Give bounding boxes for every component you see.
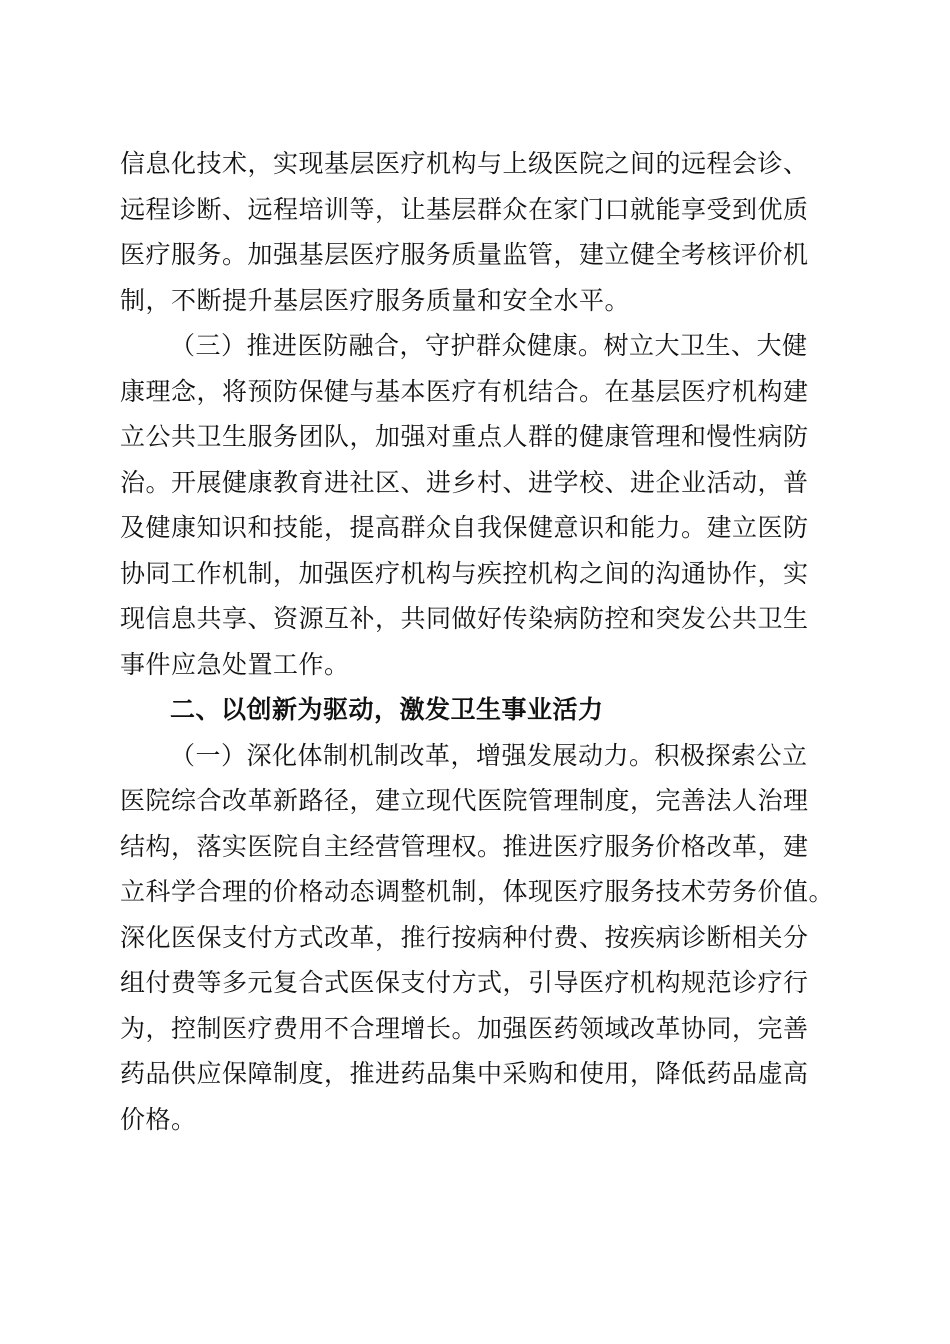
paragraph-line: 制，不断提升基层医疗服务质量和安全水平。 bbox=[120, 285, 631, 315]
paragraph-line: 远程诊断、远程培训等，让基层群众在家门口就能享受到优质 bbox=[120, 194, 809, 224]
paragraph-line: 立科学合理的价格动态调整机制，体现医疗服务技术劳务价值。 bbox=[120, 877, 835, 906]
paragraph-line: 信息化技术，实现基层医疗机构与上级医院之间的远程会诊、 bbox=[120, 149, 809, 178]
paragraph-line: 康理念，将预防保健与基本医疗有机结合。在基层医疗机构建 bbox=[120, 376, 809, 406]
section-heading: 二、以创新为驱动，激发卫生事业活力 bbox=[170, 695, 604, 724]
document-body bbox=[120, 141, 835, 1142]
paragraph-line: （一）深化体制机制改革，增强发展动力。积极探索公立 bbox=[170, 740, 808, 770]
paragraph-line: （三）推进医防融合，守护群众健康。树立大卫生、大健 bbox=[170, 331, 808, 360]
paragraph-line: 结构，落实医院自主经营管理权。推进医疗服务价格改革，建 bbox=[120, 831, 809, 861]
paragraph-line: 现信息共享、资源互补，共同做好传染病防控和突发公共卫生 bbox=[120, 604, 809, 633]
paragraph-line: 立公共卫生服务团队，加强对重点人群的健康管理和慢性病防 bbox=[120, 422, 809, 451]
paragraph-line: 价格。 bbox=[120, 1104, 197, 1134]
paragraph-line: 医疗服务。加强基层医疗服务质量监管，建立健全考核评价机 bbox=[120, 240, 809, 269]
paragraph-line: 组付费等多元复合式医保支付方式，引导医疗机构规范诊疗行 bbox=[120, 968, 809, 997]
paragraph-line: 深化医保支付方式改革，推行按病种付费、按疾病诊断相关分 bbox=[120, 922, 809, 952]
paragraph-line: 治。开展健康教育进社区、进乡村、进学校、进企业活动，普 bbox=[120, 467, 809, 497]
paragraph-line: 医院综合改革新路径，建立现代医院管理制度，完善法人治理 bbox=[120, 786, 809, 815]
paragraph-line: 协同工作机制，加强医疗机构与疾控机构之间的沟通协作，实 bbox=[120, 558, 809, 588]
paragraph-line: 事件应急处置工作。 bbox=[120, 649, 350, 679]
paragraph-line: 药品供应保障制度，推进药品集中采购和使用，降低药品虚高 bbox=[120, 1059, 809, 1088]
paragraph-line: 及健康知识和技能，提高群众自我保健意识和能力。建立医防 bbox=[120, 513, 809, 542]
paragraph-line: 为，控制医疗费用不合理增长。加强医药领域改革协同，完善 bbox=[120, 1013, 809, 1043]
